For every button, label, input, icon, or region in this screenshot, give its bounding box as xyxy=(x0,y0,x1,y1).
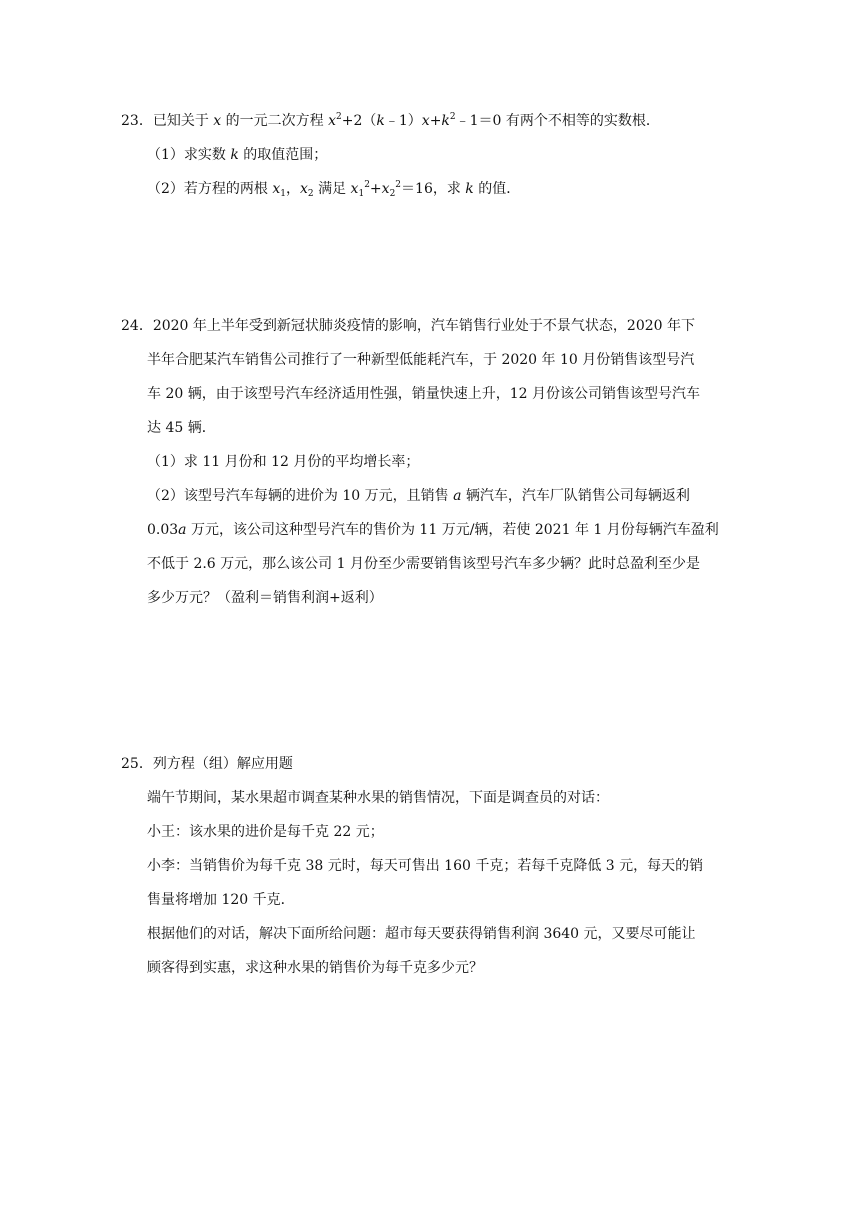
q24-part-2-line-2: 0.03a 万元，该公司这种型号汽车的售价为 11 万元/辆，若使 2021 年 1 月份每辆汽车盈利 xyxy=(147,522,719,538)
q24-number: 24． xyxy=(121,318,153,334)
q24-stem-line-2: 半年合肥某汽车销售公司推行了一种新型低能耗汽车，于 2020 年 10 月份销售该型号汽 xyxy=(147,352,695,368)
q25-number: 25． xyxy=(121,756,153,772)
q24-part-2-line-3: 不低于 2.6 万元，那么该公司 1 月份至少需要销售该型号汽车多少辆？此时总盈利至少是 xyxy=(147,556,700,572)
q23-stem: 23．已知关于 x 的一元二次方程 $x^2+2(k﹣1)x+k^2﹣1=0$ 有两个不相等的实数根． xyxy=(121,112,660,129)
q25-line-4: 售量将增加 120 千克． xyxy=(147,892,295,908)
q25-line-2: 小王：该水果的进价是每千克 22 元； xyxy=(147,824,384,840)
q23-part-2: （2）若方程的两根 $x_1$，$x_2$ 满足 $x_1^2+x_2^2=16$，求 k 的值． xyxy=(147,180,521,199)
q24-stem-line-1: 24．2020 年上半年受到新冠状肺炎疫情的影响，汽车销售行业处于不景气状态，2020 年下 xyxy=(121,318,695,334)
q25-title: 25．列方程（组）解应用题 xyxy=(121,756,293,772)
q24-stem-line-4: 达 45 辆． xyxy=(147,420,216,436)
q24-part-2-line-1: （2）该型号汽车每辆的进价为 10 万元，且销售 a 辆汽车，汽车厂队销售公司每辆返利 xyxy=(147,488,690,504)
q25-line-1: 端午节期间，某水果超市调查某种水果的销售情况，下面是调查员的对话： xyxy=(147,790,609,806)
q25-line-6: 顾客得到实惠，求这种水果的销售价为每千克多少元？ xyxy=(147,960,483,976)
q23-number: 23． xyxy=(121,113,153,129)
q24-part-2-line-4: 多少万元？（盈利＝销售利润+返利） xyxy=(147,590,383,606)
q25-line-3: 小李：当销售价为每千克 38 元时，每天可售出 160 千克；若每千克降低 3 元，每天的销 xyxy=(147,858,704,874)
q25-line-5: 根据他们的对话，解决下面所给问题：超市每天要获得销售利润 3640 元，又要尽可能让 xyxy=(147,926,696,942)
q24-part-1: （1）求 11 月份和 12 月份的平均增长率； xyxy=(147,454,420,470)
q23-part-1: （1）求实数 k 的取值范围； xyxy=(147,147,328,163)
q24-stem-line-3: 车 20 辆，由于该型号汽车经济适用性强，销量快速上升，12 月份该公司销售该型号汽车 xyxy=(147,386,700,402)
